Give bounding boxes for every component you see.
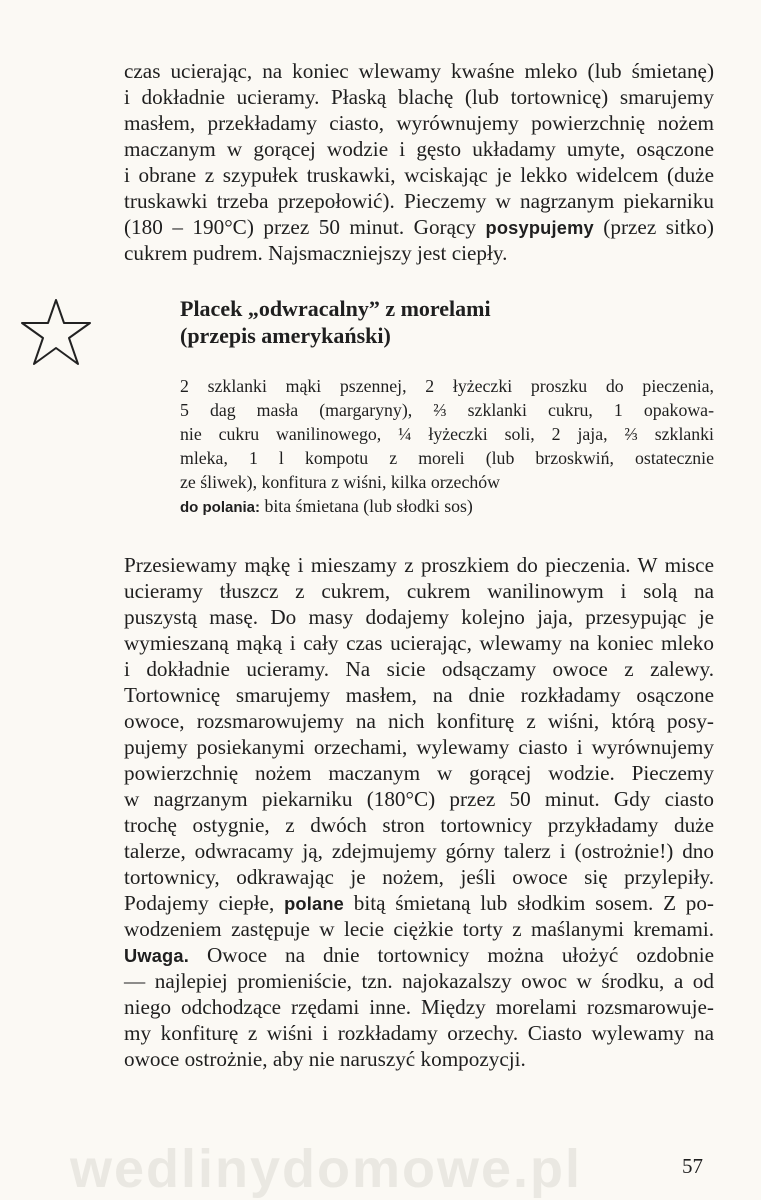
- recipe-subtitle: (przepis amerykański): [180, 323, 391, 348]
- text-line: masłem, przekładamy ciasto, wyrównujemy powierzchnię nożem: [124, 111, 714, 135]
- note-line: [124, 942, 714, 968]
- text-line: [124, 214, 714, 240]
- text-line: talerze, odwracamy ją, zdejmujemy górny talerz i (ostrożnie!) dno: [124, 839, 714, 863]
- text-line: puszystą masę. Do masy dodajemy kolejno jaja, przesypując je: [124, 605, 714, 629]
- text-line: owoce, rozsmarowujemy na nich konfiturę z wiśni, którą posy-: [124, 709, 714, 733]
- text-line: truskawki trzeba przepołowić). Pieczemy w nagrzanym piekarniku: [124, 189, 714, 213]
- text-line: powierzchnię nożem maczanym w gorącej wodzie. Pieczemy: [124, 761, 714, 785]
- ingredients-list: [180, 374, 714, 518]
- text-fragment: Podajemy ciepłe,: [124, 891, 285, 915]
- ingredients-line: nie cukru wanilinowego, ¼ łyżeczki soli, 2 jaja, ⅔ szklanki: [180, 424, 714, 444]
- intro-paragraph: [124, 58, 714, 266]
- text-line: czas ucierając, na koniec wlewamy kwaśne mleko (lub śmietanę): [124, 59, 714, 83]
- topping-line: [180, 494, 714, 518]
- ingredients-line: 5 dag masła (margaryny), ⅔ szklanki cukru, 1 opakowa-: [180, 400, 714, 420]
- text-line: my konfiturę z wiśni i rozkładamy orzechy. Ciasto wylewamy na: [124, 1021, 714, 1045]
- ingredients-line: mleka, 1 l kompotu z moreli (lub brzoskwiń, ostatecznie: [180, 448, 714, 468]
- text-line: [124, 890, 714, 916]
- text-line: pujemy posiekanymi orzechami, wylewamy ciasto i wyrównujemy: [124, 735, 714, 759]
- text-fragment: (180 – 190°C) przez 50 minut. Gorący: [124, 215, 486, 239]
- method-paragraph: [124, 552, 714, 1072]
- text-line: i dokładnie ucieramy. Na sicie odsączamy owoce z zalewy.: [124, 657, 714, 681]
- page-number: 57: [682, 1154, 703, 1178]
- emphasis-polane: polane: [284, 893, 344, 914]
- text-line: w nagrzanym piekarniku (180°C) przez 50 minut. Gdy ciasto: [124, 787, 714, 811]
- text-line: wodzeniem zastępuje w lecie ciężkie torty z maślanymi kremami.: [124, 917, 714, 941]
- ingredients-line: 2 szklanki mąki pszennej, 2 łyżeczki proszku do pieczenia,: [180, 376, 714, 396]
- text-line: tortownicy, odkrawając je nożem, jeśli owoce się przylepiły.: [124, 865, 714, 889]
- text-line: owoce ostrożnie, aby nie naruszyć kompozycji.: [124, 1047, 526, 1071]
- topping-text: bita śmietana (lub słodki sos): [260, 496, 473, 516]
- note-label: Uwaga.: [124, 945, 189, 966]
- star-icon: [18, 296, 94, 368]
- text-line: Tortownicę smarujemy masłem, na dnie rozkładamy osączone: [124, 683, 714, 707]
- text-line: i dokładnie ucieramy. Płaską blachę (lub tortownicę) smarujemy: [124, 85, 714, 109]
- text-line: Przesiewamy mąkę i mieszamy z proszkiem do pieczenia. W misce: [124, 553, 714, 577]
- text-line: i obrane z szypułek truskawki, wciskając je lekko widelcem (duże: [124, 163, 714, 187]
- text-line: wymieszaną mąką i cały czas ucierając, wlewamy na koniec mleko: [124, 631, 714, 655]
- topping-label: do polania:: [180, 499, 260, 516]
- text-line: niego odchodzące rzędami inne. Między morelami rozsmarowuje-: [124, 995, 714, 1019]
- ingredients-line: ze śliwek), konfitura z wiśni, kilka orzechów: [180, 472, 500, 492]
- recipe-title: [180, 295, 700, 349]
- text-fragment: bitą śmietaną lub słodkim sosem. Z po-: [344, 891, 714, 915]
- emphasis-posypujemy: posypujemy: [485, 217, 594, 238]
- text-line: maczanym w gorącej wodzie i gęsto układamy umyte, osączone: [124, 137, 714, 161]
- text-line: cukrem pudrem. Najsmaczniejszy jest ciepły.: [124, 241, 508, 265]
- watermark: wedlinydomowe.pl: [70, 1139, 583, 1199]
- recipe-title-line: Placek „odwracalny” z morelami: [180, 296, 491, 321]
- text-fragment: (przez sitko): [593, 215, 714, 239]
- text-fragment: Owoce na dnie tortownicy można ułożyć ozdobnie: [188, 943, 714, 967]
- text-line: ucieramy tłuszcz z cukrem, cukrem wanilinowym i solą na: [124, 579, 714, 603]
- text-line: — najlepiej promieniście, tzn. najokazalszy owoc w środku, a od: [124, 969, 714, 993]
- text-line: trochę ostygnie, z dwóch stron tortownicy przykładamy duże: [124, 813, 714, 837]
